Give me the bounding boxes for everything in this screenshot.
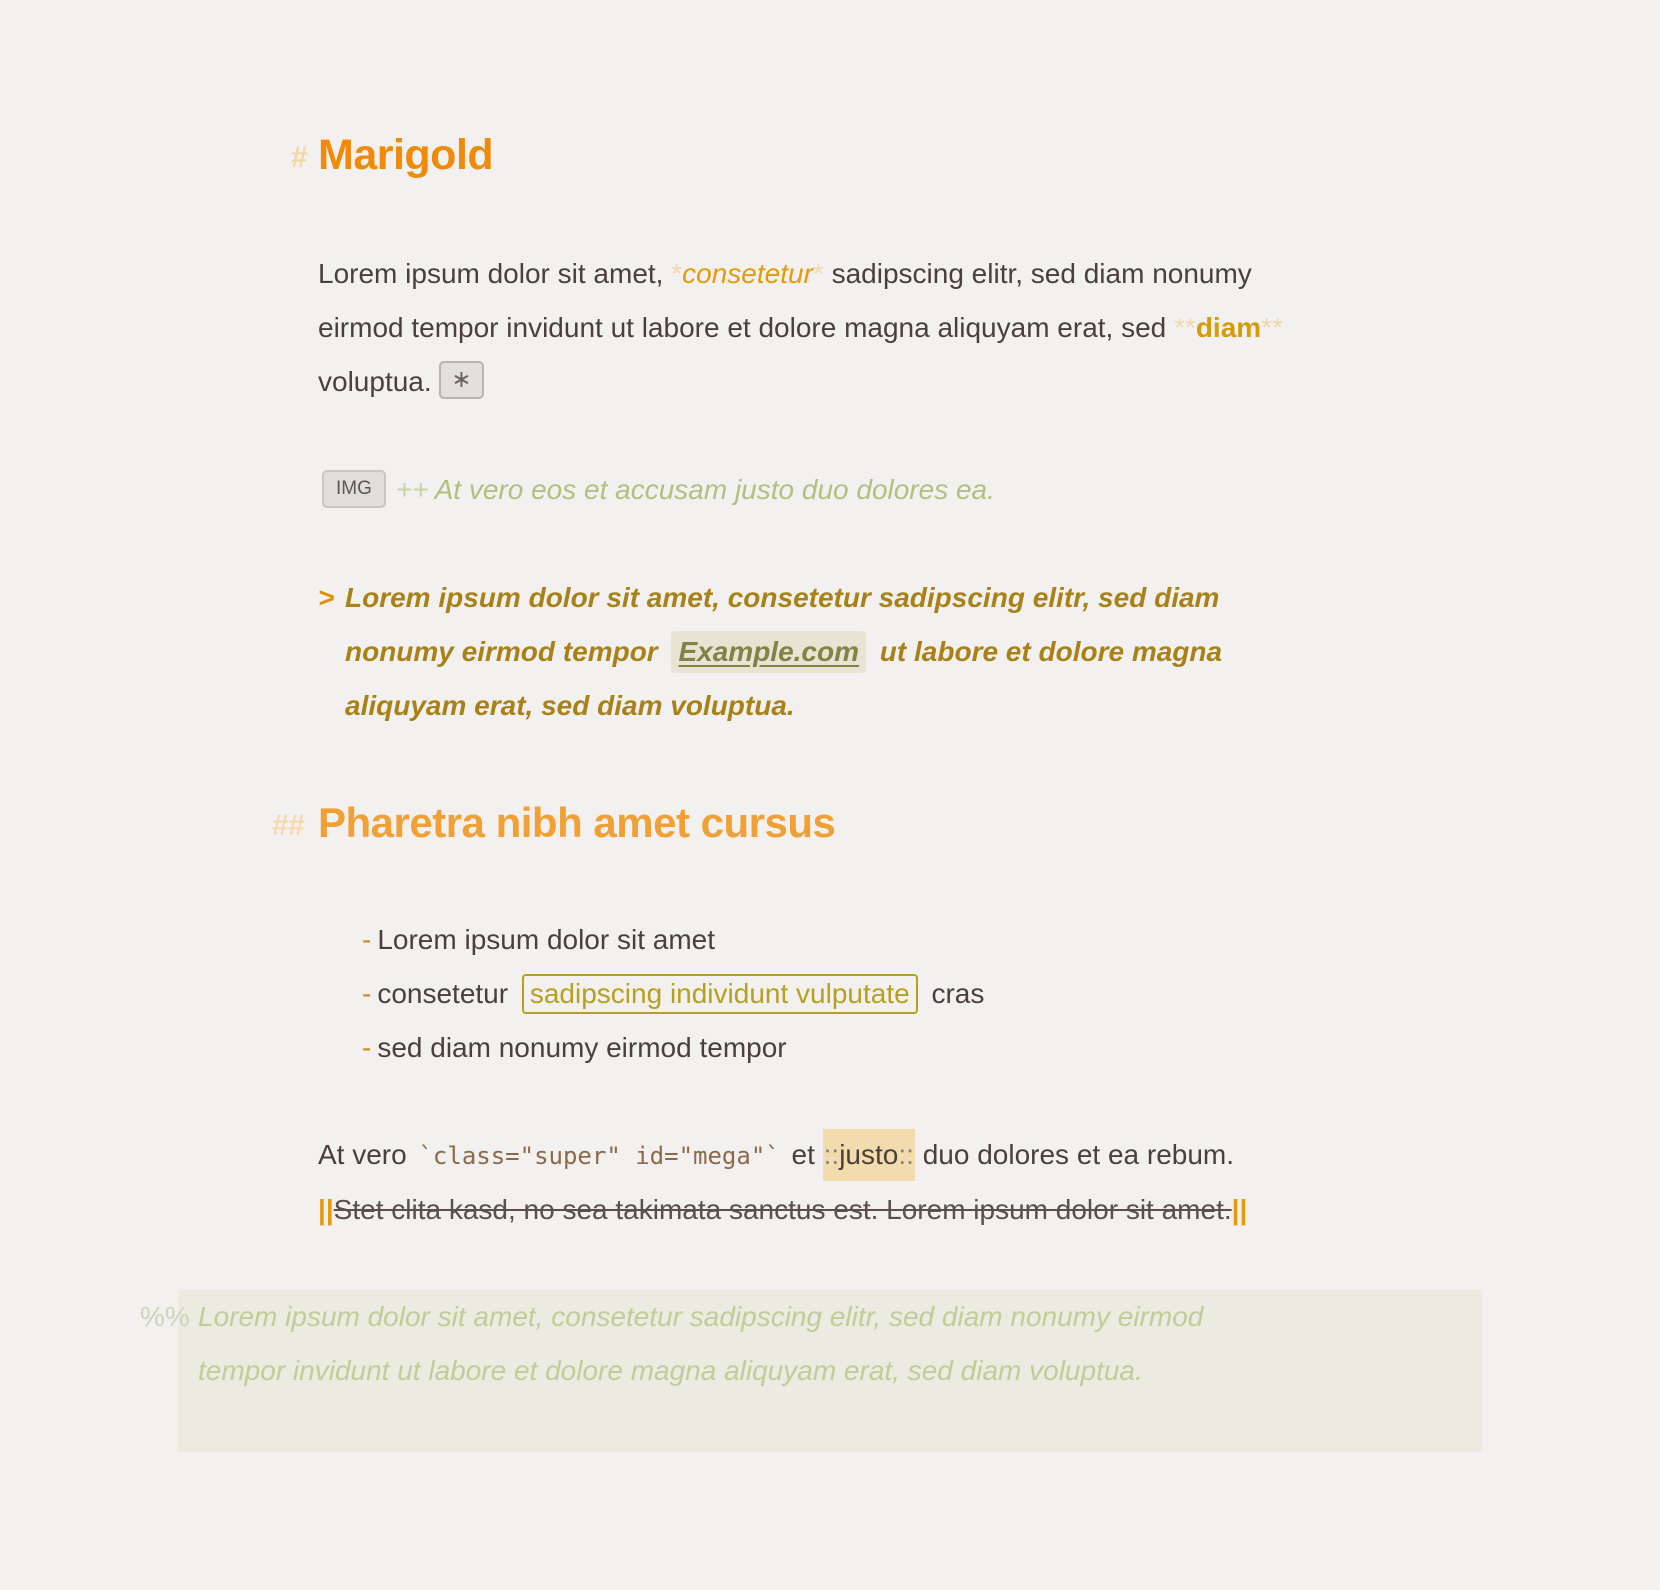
list-item [362, 1021, 1382, 1075]
heading-1 [291, 124, 1338, 186]
highlight-word: justo [839, 1139, 899, 1170]
comment-text: Lorem ipsum dolor sit amet, consetetur sadipscing elitr, sed diam nonumy eirmod tempor invidunt ut labore et dolore magna aliquyam erat, sed diam voluptua. [198, 1301, 1204, 1386]
heading-1-marker: # [291, 141, 308, 174]
blockquote-text-start: Lorem ipsum dolor sit amet, consetetur sadipscing elitr, sed diam nonumy eirmod tempor [345, 582, 1220, 667]
image-caption-marker: ++ [395, 474, 429, 505]
paragraph-1-text-end: voluptua. [318, 366, 432, 397]
strong-marker-close: ** [1261, 312, 1283, 343]
list-item-marker: - [362, 1032, 372, 1063]
paragraph-1 [318, 247, 1338, 409]
list-item [362, 913, 1382, 967]
list-item-text: consetetur [377, 978, 509, 1009]
blockquote-marker: > [318, 582, 335, 613]
heading-2 [272, 792, 1338, 854]
image-caption: At vero eos et accusam justo duo dolores ea. [434, 474, 995, 505]
heading-2-text: Pharetra nibh amet cursus [318, 799, 836, 846]
example-link[interactable]: Example.com [671, 631, 866, 673]
strong-marker-open: ** [1174, 312, 1196, 343]
list-item-marker: - [362, 978, 372, 1009]
comment-marker: %% [140, 1301, 190, 1332]
paragraph-2-text-start: At vero [318, 1139, 407, 1170]
inline-tag[interactable]: sadipscing individunt vulputate [522, 974, 918, 1014]
list-item-marker: - [362, 924, 372, 955]
strike-marker-open: || [318, 1194, 334, 1225]
highlighted-text [823, 1129, 915, 1181]
list-item-text-end: cras [931, 978, 985, 1009]
paragraph-1-text-mid: sadipscing elitr, sed diam nonumy eirmod tempor invidunt ut labore et dolore magna aliquyam erat, sed [318, 258, 1252, 343]
paragraph-2 [318, 1128, 1358, 1237]
paragraph-2-text-mid: et [791, 1139, 815, 1170]
inline-code: `class="super" id="mega"` [418, 1142, 780, 1170]
paragraph-2-text-end: duo dolores et ea rebum. [922, 1139, 1235, 1170]
image-embed-line [318, 463, 1338, 517]
list-item [362, 967, 1382, 1021]
strike-marker-close: || [1231, 1194, 1248, 1225]
emphasis-marker-close: * [812, 258, 824, 289]
emphasis-marker-open: * [671, 258, 683, 289]
paragraph-1-text-start: Lorem ipsum dolor sit amet, [318, 258, 672, 289]
blockquote-text-end: ut labore et dolore magna aliquyam erat, sed diam voluptua. [345, 636, 1223, 721]
comment-block [140, 1290, 1218, 1398]
highlight-marker-open: :: [823, 1139, 840, 1170]
image-tag-button[interactable]: IMG [322, 470, 386, 508]
strong-text: diam [1195, 312, 1262, 343]
list-item-text: Lorem ipsum dolor sit amet [377, 924, 716, 955]
footnote-asterisk-button[interactable]: ∗ [439, 361, 483, 399]
blockquote [318, 571, 1275, 733]
strikethrough-text: Stet clita kasd, no sea takimata sanctus est. Lorem ipsum dolor sit amet. [333, 1194, 1232, 1225]
list-item-text: sed diam nonumy eirmod tempor [377, 1032, 787, 1063]
heading-1-text: Marigold [318, 131, 494, 179]
emphasis-text: consetetur [682, 258, 813, 289]
bullet-list [362, 913, 1382, 1075]
heading-2-marker: ## [272, 809, 305, 842]
highlight-marker-close: :: [898, 1139, 914, 1170]
